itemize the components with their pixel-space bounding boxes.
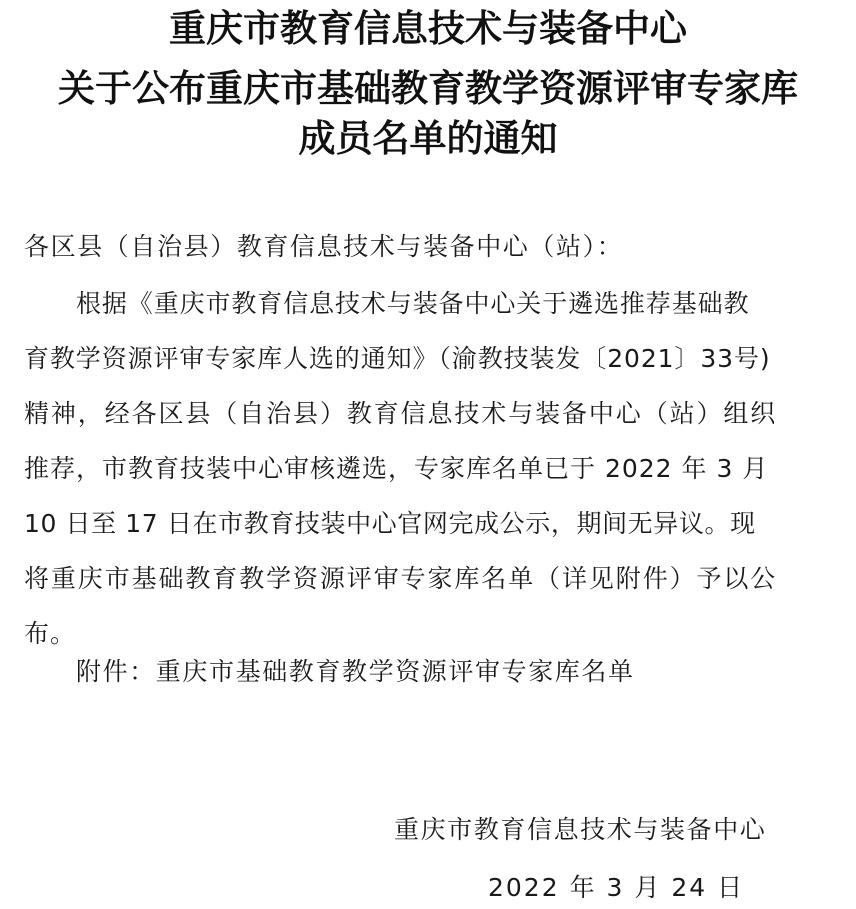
title-line-1: 重庆市教育信息技术与装备中心: [169, 6, 687, 50]
salutation: 各区县（自治县）教育信息技术与装备中心（站）：: [24, 232, 624, 261]
paragraph-line: 10 日至 17 日在市教育技装中心官网完成公示，期间无异议。现: [24, 509, 756, 538]
body-paragraph: [24, 284, 829, 669]
attachment-note: 附件：重庆市基础教育教学资源评审专家库名单: [76, 657, 635, 686]
paragraph-line: 根据《重庆市教育信息技术与装备中心关于遴选推荐基础教: [76, 289, 750, 318]
signature-organization: 重庆市教育信息技术与装备中心: [394, 815, 767, 844]
paragraph-line: 将重庆市基础教育教学资源评审专家库名单（详见附件）予以公: [24, 564, 778, 593]
paragraph-line: 育教学资源评审专家库人选的通知》（渝教技装发〔2021〕33号): [24, 344, 771, 373]
signature-date: 2022 年 3 月 24 日: [488, 873, 745, 902]
paragraph-line: 推荐，市教育技装中心审核遴选，专家库名单已于 2022 年 3 月: [24, 454, 769, 483]
title-line-2: 关于公布重庆市基础教育教学资源评审专家库: [58, 66, 798, 110]
paragraph-line: 布。: [24, 619, 77, 648]
paragraph-line: 精神，经各区县（自治县）教育信息技术与装备中心（站）组织: [24, 399, 778, 428]
title-line-3: 成员名单的通知: [298, 116, 558, 160]
